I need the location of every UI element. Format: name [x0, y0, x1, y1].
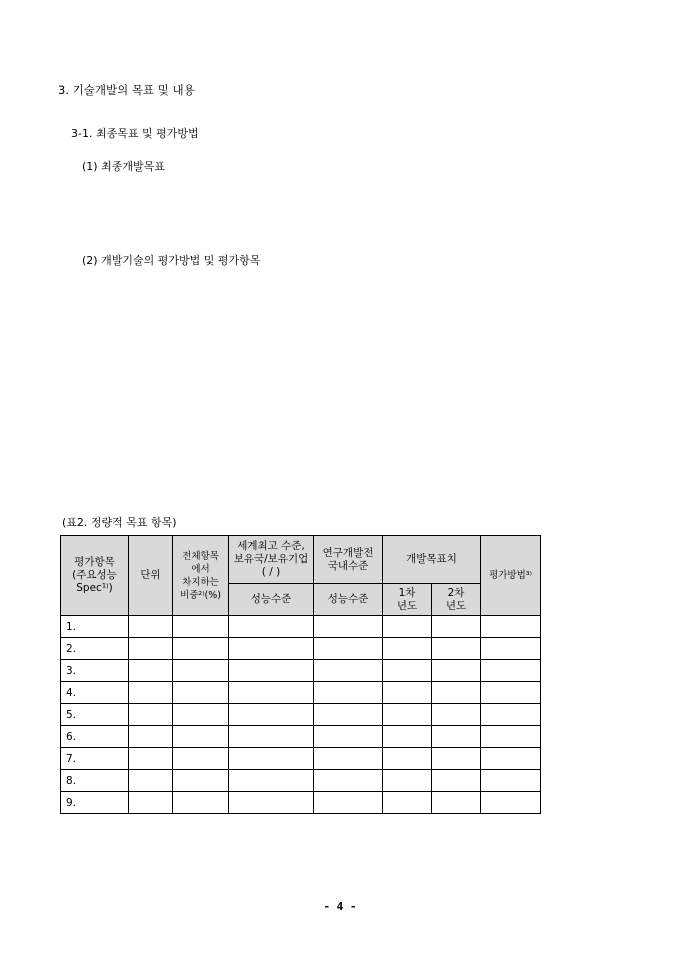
- table-cell[interactable]: [229, 682, 314, 704]
- row-number-cell[interactable]: 5.: [61, 704, 129, 726]
- table-cell[interactable]: [383, 660, 432, 682]
- header-performance-world: 성능수준: [229, 584, 314, 616]
- row-number-cell[interactable]: 7.: [61, 748, 129, 770]
- table-cell[interactable]: [173, 792, 229, 814]
- page-number: - 4 -: [323, 900, 357, 913]
- table-caption: (표2. 정량적 목표 항목): [62, 516, 177, 529]
- table-cell[interactable]: [383, 726, 432, 748]
- header-weight: 전체항목 에서 차지하는 비중²⁾(%): [173, 536, 229, 616]
- table-cell[interactable]: [173, 704, 229, 726]
- table-cell[interactable]: [481, 748, 541, 770]
- table-cell[interactable]: [229, 660, 314, 682]
- table-cell[interactable]: [229, 748, 314, 770]
- table-cell[interactable]: [481, 616, 541, 638]
- table-row: [61, 682, 541, 704]
- table-cell[interactable]: [432, 770, 481, 792]
- header-eval-item: 평가항목 (주요성능 Spec¹⁾): [61, 536, 129, 616]
- header-eval-method: 평가방법³⁾: [481, 536, 541, 616]
- table-cell[interactable]: [229, 792, 314, 814]
- table-cell[interactable]: [481, 792, 541, 814]
- table-cell[interactable]: [314, 638, 383, 660]
- table-cell[interactable]: [481, 638, 541, 660]
- table-cell[interactable]: [432, 638, 481, 660]
- table-cell[interactable]: [129, 792, 173, 814]
- table-cell[interactable]: [481, 704, 541, 726]
- header-year2: 2차 년도: [432, 584, 481, 616]
- table-cell[interactable]: [173, 616, 229, 638]
- subsection-heading: 3-1. 최종목표 및 평가방법: [71, 127, 199, 140]
- table-cell[interactable]: [229, 726, 314, 748]
- table-cell[interactable]: [229, 616, 314, 638]
- row-number-cell[interactable]: 2.: [61, 638, 129, 660]
- section-heading: 3. 기술개발의 목표 및 내용: [58, 83, 195, 97]
- table-cell[interactable]: [383, 792, 432, 814]
- table-row: [61, 792, 541, 814]
- row-number-cell[interactable]: 9.: [61, 792, 129, 814]
- table-cell[interactable]: [129, 638, 173, 660]
- row-number-cell[interactable]: 6.: [61, 726, 129, 748]
- table-row: [61, 726, 541, 748]
- table-cell[interactable]: [314, 748, 383, 770]
- header-world-best: 세계최고 수준, 보유국/보유기업 ( / ): [229, 536, 314, 584]
- table-cell[interactable]: [173, 726, 229, 748]
- table-cell[interactable]: [229, 770, 314, 792]
- table-cell[interactable]: [432, 704, 481, 726]
- header-domestic: 연구개발전 국내수준: [314, 536, 383, 584]
- quantitative-goals-table: [60, 535, 541, 814]
- header-year1: 1차 년도: [383, 584, 432, 616]
- table-cell[interactable]: [173, 682, 229, 704]
- table-row: [61, 616, 541, 638]
- table-cell[interactable]: [314, 726, 383, 748]
- table-row: [61, 638, 541, 660]
- table-cell[interactable]: [229, 638, 314, 660]
- item-eval-method: (2) 개발기술의 평가방법 및 평가항목: [82, 254, 261, 267]
- header-performance-domestic: 성능수준: [314, 584, 383, 616]
- table-cell[interactable]: [383, 748, 432, 770]
- table-cell[interactable]: [129, 616, 173, 638]
- table-cell[interactable]: [314, 682, 383, 704]
- table-cell[interactable]: [383, 616, 432, 638]
- table-cell[interactable]: [383, 704, 432, 726]
- table-cell[interactable]: [129, 704, 173, 726]
- row-number-cell[interactable]: 4.: [61, 682, 129, 704]
- table-cell[interactable]: [383, 638, 432, 660]
- item-final-goal: (1) 최종개발목표: [82, 160, 165, 173]
- table-cell[interactable]: [129, 682, 173, 704]
- table-cell[interactable]: [432, 616, 481, 638]
- table-cell[interactable]: [173, 638, 229, 660]
- table-cell[interactable]: [129, 660, 173, 682]
- table-cell[interactable]: [314, 792, 383, 814]
- table-cell[interactable]: [129, 770, 173, 792]
- table-cell[interactable]: [481, 770, 541, 792]
- table-cell[interactable]: [173, 770, 229, 792]
- table-cell[interactable]: [432, 660, 481, 682]
- table-cell[interactable]: [129, 748, 173, 770]
- row-number-cell[interactable]: 1.: [61, 616, 129, 638]
- table-cell[interactable]: [481, 726, 541, 748]
- table-cell[interactable]: [383, 770, 432, 792]
- table-cell[interactable]: [314, 704, 383, 726]
- header-dev-target: 개발목표치: [383, 536, 481, 584]
- table-cell[interactable]: [432, 748, 481, 770]
- table-cell[interactable]: [314, 770, 383, 792]
- table-cell[interactable]: [481, 660, 541, 682]
- row-number-cell[interactable]: 3.: [61, 660, 129, 682]
- table-cell[interactable]: [432, 792, 481, 814]
- table-row: [61, 660, 541, 682]
- table-cell[interactable]: [129, 726, 173, 748]
- table-row: [61, 770, 541, 792]
- row-number-cell[interactable]: 8.: [61, 770, 129, 792]
- header-unit: 단위: [129, 536, 173, 616]
- table-cell[interactable]: [314, 616, 383, 638]
- table-row: [61, 704, 541, 726]
- table-row: [61, 748, 541, 770]
- table-cell[interactable]: [229, 704, 314, 726]
- table-cell[interactable]: [432, 726, 481, 748]
- table-cell[interactable]: [383, 682, 432, 704]
- table-cell[interactable]: [173, 748, 229, 770]
- table-cell[interactable]: [173, 660, 229, 682]
- table-cell[interactable]: [314, 660, 383, 682]
- table-cell[interactable]: [481, 682, 541, 704]
- table-cell[interactable]: [432, 682, 481, 704]
